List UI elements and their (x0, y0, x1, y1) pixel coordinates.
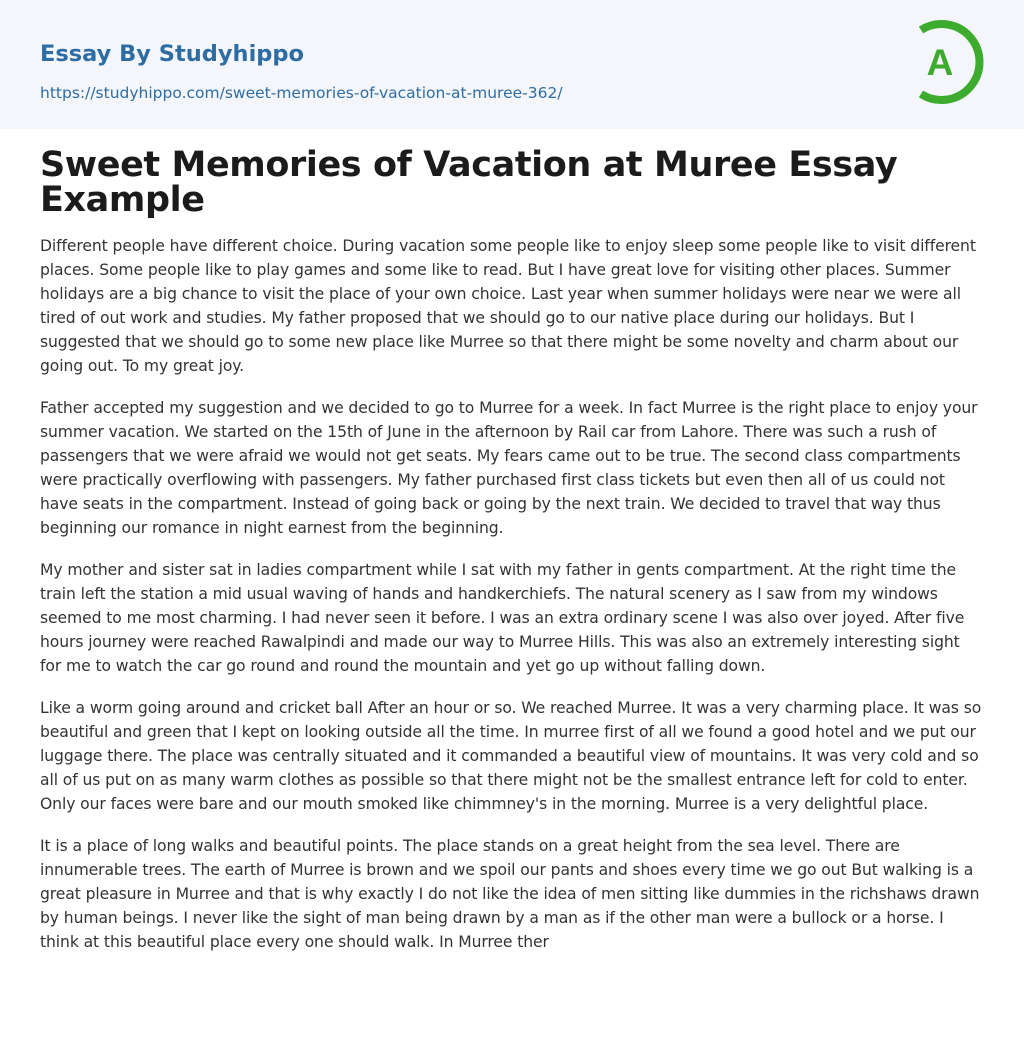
studyhippo-logo-icon[interactable] (912, 19, 986, 105)
essay-paragraph: It is a place of long walks and beautiful points. The place stands on a great height from the sea level. There are innumerable trees. The earth of Murree is brown and we spoil our pants and shoes every time we go out But walking is a great pleasure in Murree and that is why exactly I do not like the idea of men sitting like dummies in the richshaws drawn by human beings. I never like the sight of man being drawn by a man as if the other man were a bullock or a horse. I think at this beautiful place every one should walk. In Murree ther (40, 837, 980, 951)
essay-paragraph: Like a worm going around and cricket ball After an hour or so. We reached Murree. It was a very charming place. It was so beautiful and green that I kept on looking outside all the time. In murree first of all we found a good hotel and we put our luggage there. The place was centrally situated and it commanded a beautiful view of mountains. It was very cold and so all of us put on as many warm clothes as possible so that there might not be the smallest entrance left for cold to enter. Only our faces were bare and our mouth smoked like chimmney's in the morning. Murree is a very delightful place. (40, 699, 982, 813)
essay-paragraph: Father accepted my suggestion and we decided to go to Murree for a week. In fact Murree is the right place to enjoy your summer vacation. We started on the 15th of June in the afternoon by Rail car from Lahore. There was such a rush of passengers that we were afraid we would not get seats. My fears came out to be true. The second class compartments were practically overflowing with passengers. My father purchased first class tickets but even then all of us could not have seats in the compartment. Instead of going back or going by the next train. We decided to travel that way thus beginning our romance in night earnest from the beginning. (40, 399, 978, 537)
article (40, 145, 984, 954)
logo-letter: A (926, 42, 954, 83)
essay-paragraph: Different people have different choice. During vacation some people like to enjoy sleep some people like to visit different places. Some people like to play games and some like to read. But I have great love for visiting other places. Summer holidays are a big chance to visit the place of your own choice. Last year when summer holidays were near we were all tired of out work and studies. My father proposed that we should go to our native place during our holidays. But I suggested that we should go to some new place like Murree so that there might be some novelty and charm about our going out. To my great joy. (40, 237, 976, 375)
site-brand[interactable]: Essay By Studyhippo (40, 41, 304, 67)
site-header (0, 0, 1024, 129)
source-url-link[interactable]: https://studyhippo.com/sweet-memories-of-vacation-at-muree-362/ (40, 84, 563, 102)
page-title: Sweet Memories of Vacation at Muree Essay Example (40, 145, 898, 220)
essay-paragraph: My mother and sister sat in ladies compartment while I sat with my father in gents compartment. At the right time the train left the station a mid usual waving of hands and handkerchiefs. The natural scenery as I saw from my windows seemed to me most charming. I had never seen it before. I was an extra ordinary scene I was also over joyed. After five hours journey were reached Rawalpindi and made our way to Murree Hills. This was also an extremely interesting sight for me to watch the car go round and round the mountain and yet go up without falling down. (40, 561, 965, 675)
